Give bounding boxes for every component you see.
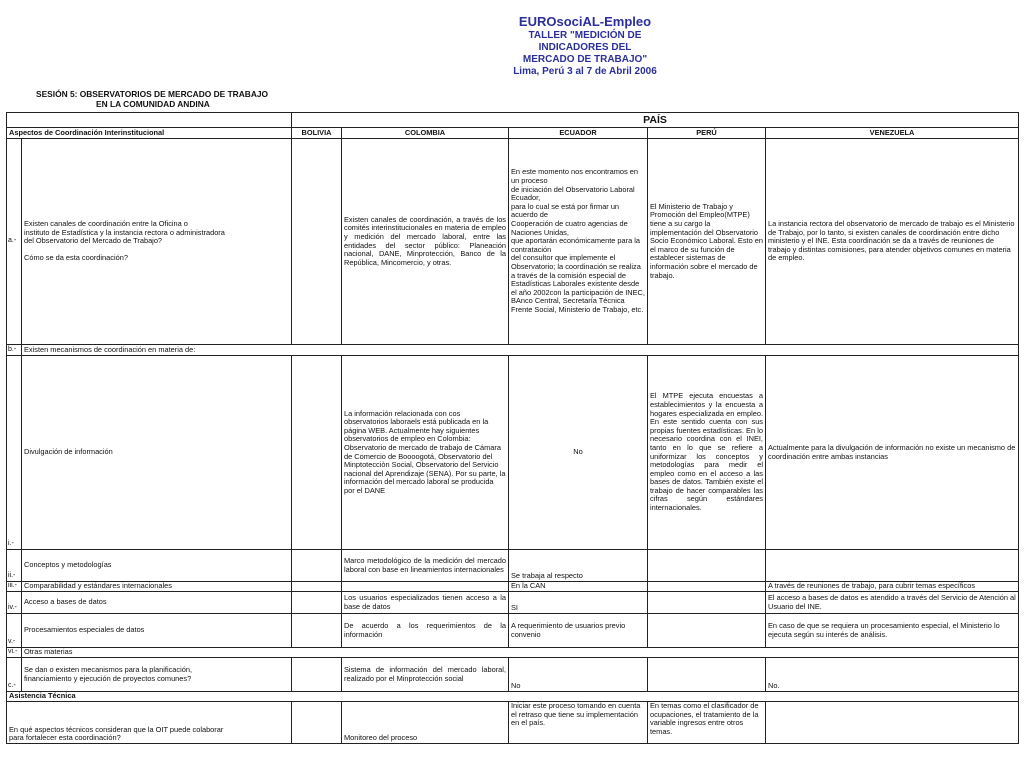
col-header-aspectos: Aspectos de Coordinación Interinstitucional	[7, 128, 292, 139]
bolivia-cell	[292, 702, 342, 744]
session-title-line2: EN LA COMUNIDAD ANDINA	[96, 99, 210, 109]
colombia-cell: Existen canales de coordinación, a través de los comités interinstitucionales en materia de empleo y medición del mercado laboral, entre las entidades del sector público: Planeación nacional, DANE, Minprotección, Banco de la República, Mincomercio, y otras.	[342, 139, 509, 345]
ecuador-cell: En este momento nos encontramos en un proceso de iniciación del Observatorio Laboral Ecuador, para lo cual se está por firmar un acuerdo de Cooperación de cuatro agencias de Naciones Unidas, que aportarán económicamente para la contratación del consultor que implemente el Observatorio; la coordinación se realiza a través de la comisión especial de Estadísticas Laborales existente desde el año 2002con la participación de INEC, BAnco Central, Secretaría Técnica Frente Social, Ministerio de Trabajo, etc.	[509, 139, 648, 345]
row-number: ii.-	[7, 550, 22, 582]
bolivia-cell	[292, 139, 342, 345]
colombia-cell: Monitoreo del proceso	[342, 702, 509, 744]
peru-cell: El Ministerio de Trabajo y Promoción del Empleo(MTPE) tiene a su cargo la implementación del Observatorio Socio Económico Laboral. Esto en el marco de su función de establecer sistemas de información sobre el mercado de trabajo.	[648, 139, 766, 345]
ecuador-cell: SI	[509, 592, 648, 614]
table-row-oit	[7, 702, 1019, 744]
peru-cell	[648, 592, 766, 614]
table-row-iii	[7, 582, 1019, 592]
bolivia-cell	[292, 614, 342, 648]
row-number: vi.-	[7, 648, 22, 658]
org-title: EUROsociAL-Empleo	[518, 14, 652, 29]
row-number: b.-	[7, 345, 22, 356]
table-row-asistencia	[7, 692, 1019, 702]
colombia-cell: De acuerdo a los requerimientos de la información	[342, 614, 509, 648]
table-row-b	[7, 345, 1019, 356]
document-header	[470, 14, 700, 78]
table-row-pais	[7, 113, 1019, 128]
peru-cell	[648, 582, 766, 592]
peru-cell	[648, 550, 766, 582]
table-row-iv	[7, 592, 1019, 614]
workshop-title-line: TALLER "MEDICIÓN DE	[528, 30, 642, 41]
row-number: i.-	[7, 356, 22, 550]
pais-header: PAÍS	[292, 113, 1019, 128]
peru-cell: El MTPE ejecuta encuestas a establecimientos y la encuesta a hogares especializada en empleo. En este sentido cuenta con sus propias fuentes estadísticas. En lo necesario coordina con el INEI, tanto en lo que se refiere a uniformizar los conceptos y metodologías para medir el empleo como en el acceso a las bases de datos. También existe el trabajo de hacer comparables las cifras según estándares internacionales.	[648, 356, 766, 550]
bolivia-cell	[292, 550, 342, 582]
table-row-i	[7, 356, 1019, 550]
row-number: a.-	[7, 139, 22, 345]
ecuador-cell: Iniciar este proceso tomando en cuenta el retraso que tiene su implementación en el país.	[509, 702, 648, 744]
colombia-cell	[342, 582, 509, 592]
bolivia-cell	[292, 582, 342, 592]
table-row-v	[7, 614, 1019, 648]
col-header-venezuela: VENEZUELA	[766, 128, 1019, 139]
peru-cell	[648, 658, 766, 692]
aspect-cell: Conceptos y metodologías	[22, 550, 292, 582]
aspect-cell: Se dan o existen mecanismos para la planificación, financiamiento y ejecución de proyectos comunes?	[22, 658, 292, 692]
section-label: Asistencia Técnica	[7, 692, 1019, 702]
table-row-c	[7, 658, 1019, 692]
aspect-cell: Otras materias	[22, 648, 1019, 658]
peru-cell	[648, 614, 766, 648]
table-row-vi	[7, 648, 1019, 658]
col-header-ecuador: ECUADOR	[509, 128, 648, 139]
workshop-location-date: Lima, Perú 3 al 7 de Abril 2006	[513, 66, 657, 77]
venezuela-cell: A través de reuniones de trabajo, para cubrir temas específicos	[766, 582, 1019, 592]
bolivia-cell	[292, 592, 342, 614]
colombia-cell: Marco metodológico de la medición del mercado laboral con base en lineamientos internacionales	[342, 550, 509, 582]
venezuela-cell: El acceso a bases de datos es atendido a través del Servicio de Atención al Usuario del INE.	[766, 592, 1019, 614]
row-number: v.-	[7, 614, 22, 648]
bolivia-cell	[292, 658, 342, 692]
ecuador-cell: A requerimiento de usuarios previo convenio	[509, 614, 648, 648]
aspect-cell: Existen canales de coordinación entre la Oficina o instituto de Estadística y la instancia rectora o administradora del Observatorio del Mercado de Trabajo? Cómo se da esta coordinación?	[22, 139, 292, 345]
coordination-table	[6, 112, 1019, 744]
ecuador-cell: Se trabaja al respecto	[509, 550, 648, 582]
session-title	[36, 89, 268, 109]
row-number: iii.-	[7, 582, 22, 592]
aspect-cell: Procesamientos especiales de datos	[22, 614, 292, 648]
row-number: c.-	[7, 658, 22, 692]
workshop-title-line: MERCADO DE TRABAJO"	[522, 54, 648, 65]
ecuador-cell: No	[509, 658, 648, 692]
table-row-ii	[7, 550, 1019, 582]
colombia-cell: La información relacionada con cos observatorios laboraels está publicada en la página WEB. Actualmente hay siguientes observatorios de empleo en Colombia: Observatorio de mercado de trabajo de Cámara de Comercio de Boooogotá, Observatorio del Minptotecciòn Social, Observatorio del Servicio nacional del Aprendizaje (SENA). Por su parte, la información del mercado laboral se producida por el DANE	[342, 356, 509, 550]
venezuela-cell	[766, 550, 1019, 582]
workshop-title-line: INDICADORES DEL	[538, 42, 632, 53]
column-headers	[7, 128, 1019, 139]
aspect-cell: Divulgación de información	[22, 356, 292, 550]
venezuela-cell: En caso de que se requiera un procesamiento especial, el Ministerio lo ejecuta según su interés de análisis.	[766, 614, 1019, 648]
peru-cell: En temas como el clasificador de ocupaciones, el tratamiento de la variable ingresos entre otros temas.	[648, 702, 766, 744]
venezuela-cell: Actualmente para la divulgación de información no existe un mecanismo de coordinación entre ambas instancias	[766, 356, 1019, 550]
ecuador-cell: No	[509, 356, 648, 550]
venezuela-cell	[766, 702, 1019, 744]
aspect-cell: Acceso a bases de datos	[22, 592, 292, 614]
col-header-bolivia: BOLIVIA	[292, 128, 342, 139]
session-title-line1: SESIÓN 5: OBSERVATORIOS DE MERCADO DE TRABAJO	[36, 89, 269, 99]
colombia-cell: Los usuarios especializados tienen acceso a la base de datos	[342, 592, 509, 614]
table-row-a	[7, 139, 1019, 345]
aspect-cell: Comparabilidad y estándares internacionales	[22, 582, 292, 592]
aspect-cell: En qué aspectos técnicos consideran que la OIT puede colaborar para fortalecer esta coordinación?	[7, 702, 292, 744]
bolivia-cell	[292, 356, 342, 550]
row-number: iv.-	[7, 592, 22, 614]
col-header-peru: PERÚ	[648, 128, 766, 139]
colombia-cell: Sistema de información del mercado laboral, realizado por el Minprotección social	[342, 658, 509, 692]
venezuela-cell: No.	[766, 658, 1019, 692]
venezuela-cell: La instancia rectora del observatorio de mercado de trabajo es el Ministerio de Trabajo, por lo tanto, si existen canales de coordinación entre dicho ministerio y el INE. Esta coordinación se da a través de reuniones de trabajo y distintas comisiones, para atender objetivos comunes en materia de empleo.	[766, 139, 1019, 345]
ecuador-cell: En la CAN	[509, 582, 648, 592]
aspect-cell: Existen mecanismos de coordinación en materia de:	[22, 345, 1019, 356]
col-header-colombia: COLOMBIA	[342, 128, 509, 139]
